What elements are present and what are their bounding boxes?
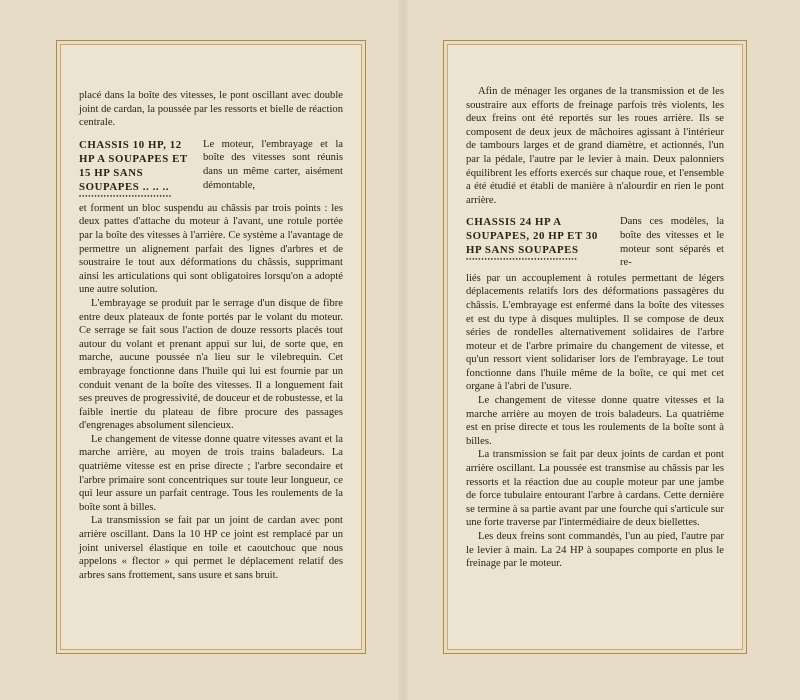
left-paragraph-2: L'embrayage se produit par le serrage d'un disque de fibre entre deux plateaux de fonte portés par le volant du moteur. Ce serrage se fait sous l'action de douze ressorts placés tout autour du volant et prenant appui sur lui, de sorte que, en marche, aucune poussée n'a lieu sur le vilebrequin. Cet embrayage fonctionne dans l'huile qui lui est fournie par un conduit venant de la boîte des vitesses. Il a longuement fait ses preuves de progressivité, de douceur et de robustesse, et la faible inertie du plateau de fibre procure des passages d'engrenages absolument silencieux. bbox=[79, 297, 343, 432]
right-heading-title: CHASSIS 24 HP A SOUPAPES, 20 HP ET 30 HP SANS SOUPAPES bbox=[466, 216, 598, 257]
right-heading-dots: •••••••••••••••••••••••••••••••••••• bbox=[466, 257, 578, 264]
left-section-heading-block bbox=[79, 138, 343, 200]
left-paragraph-3: Le changement de vitesse donne quatre vitesses avant et la marche arrière, au moyen de trois trains baladeurs. La quatrième vitesse est en prise directe ; l'arbre secondaire et l'arbre primaire sont concentriques sur toute leur longueur, ce qui leur assure un parfait centrage. Tous les roulements de la boîte sont à billes. bbox=[79, 433, 343, 513]
right-section-heading bbox=[466, 215, 614, 269]
right-paragraph-5: Les deux freins sont commandés, l'un au pied, l'autre par le levier à main. La 24 HP à soupapes comporte en plus le freinage par le moteur. bbox=[466, 531, 724, 570]
right-page bbox=[466, 85, 724, 643]
left-section-heading bbox=[79, 138, 197, 200]
left-heading-title: CHASSIS 10 HP, 12 HP A SOUPAPES ET 15 HP SANS SOUPAPES .. .. .. bbox=[79, 138, 188, 193]
right-paragraph-1: Afin de ménager les organes de la transmission et de les soustraire aux efforts de freinage parfois très violents, les deux freins ont été reportés sur les roues arrière. Ils se composent de deux jeux de mâchoires agissant à l'intérieur de tambours larges et de grand diamètre, et actionnés, l'un par la pédale, l'autre par le levier à main. Deux palonniers équilibrent les efforts exercés sur chaque roue, et l'ensemble a été étudié et établi de manière à n'alourdir en rien le pont arrière. bbox=[466, 86, 724, 206]
right-page-frame bbox=[443, 40, 747, 654]
right-paragraph-3: Le changement de vitesse donne quatre vitesses et la marche arrière au moyen de trois baladeurs. La quatrième est en prise directe et tous les roulements de la boîte sont à billes. bbox=[466, 395, 724, 447]
right-heading-text: Dans ces modèles, la boîte des vitesses et le moteur sont séparés et re- bbox=[620, 216, 724, 269]
left-heading-text: Le moteur, l'embrayage et la boîte des vitesses sont réunis dans un même carter, aisément démontable, bbox=[203, 138, 343, 191]
left-heading-dots: •••••••••••••••••••••••••••••• bbox=[79, 193, 173, 200]
right-paragraph-4: La transmission se fait par deux joints de cardan et pont arrière oscillant. La poussée est transmise au châssis par les ressorts et la réaction due au couple moteur par une jambe de force tubulaire entourant l'arbre à cardans. Cette dernière se termine à sa partie avant par une fourche qui s'articule sur une forte traverse par l'intermédiaire de deux biellettes. bbox=[466, 449, 724, 529]
left-page bbox=[79, 89, 343, 643]
page-fold bbox=[398, 0, 408, 700]
left-page-frame bbox=[56, 40, 366, 654]
left-paragraph-4: La transmission se fait par un joint de cardan avec pont arrière oscillant. Dans la 10 HP ce joint est remplacé par un joint universel élastique en toile et caoutchouc que nous appelons « flector » qui permet le déplacement relatif des arbres sans frottement, sans usure et sans bruit. bbox=[79, 515, 343, 581]
left-paragraph-1: et forment un bloc suspendu au châssis par trois points : les deux pattes d'attache du moteur à l'avant, une rotule portée par la boîte des vitesses à l'arrière. Ce système a l'avantage de permettre un alignement parfait des lignes d'arbres et de soustraire le tout aux déformations du châssis, supprimant ainsi les articulations qui sont obligatoires lorsqu'on a adopté une autre solution. bbox=[79, 202, 343, 296]
left-intro-paragraph: placé dans la boîte des vitesses, le pont oscillant avec double joint de cardan, la poussée par les ressorts et bielle de réaction centrale. bbox=[79, 90, 343, 129]
right-section-heading-block bbox=[466, 215, 724, 269]
right-paragraph-2: liés par un accouplement à rotules permettant de légers déplacements relatifs lors des déformations passagères du châssis. L'embrayage est enfermé dans la boîte des vitesses et est du type à disques multiples. Il se compose de deux séries de rondelles alternativement solidaires de l'arbre moteur et de l'arbre primaire du changement de vitesse, et qu'un ressort vient solidariser lors de l'embrayage. Le tout fonctionne dans l'huile même de la boîte, ce qui met cet organe à l'abri de l'usure. bbox=[466, 272, 724, 393]
